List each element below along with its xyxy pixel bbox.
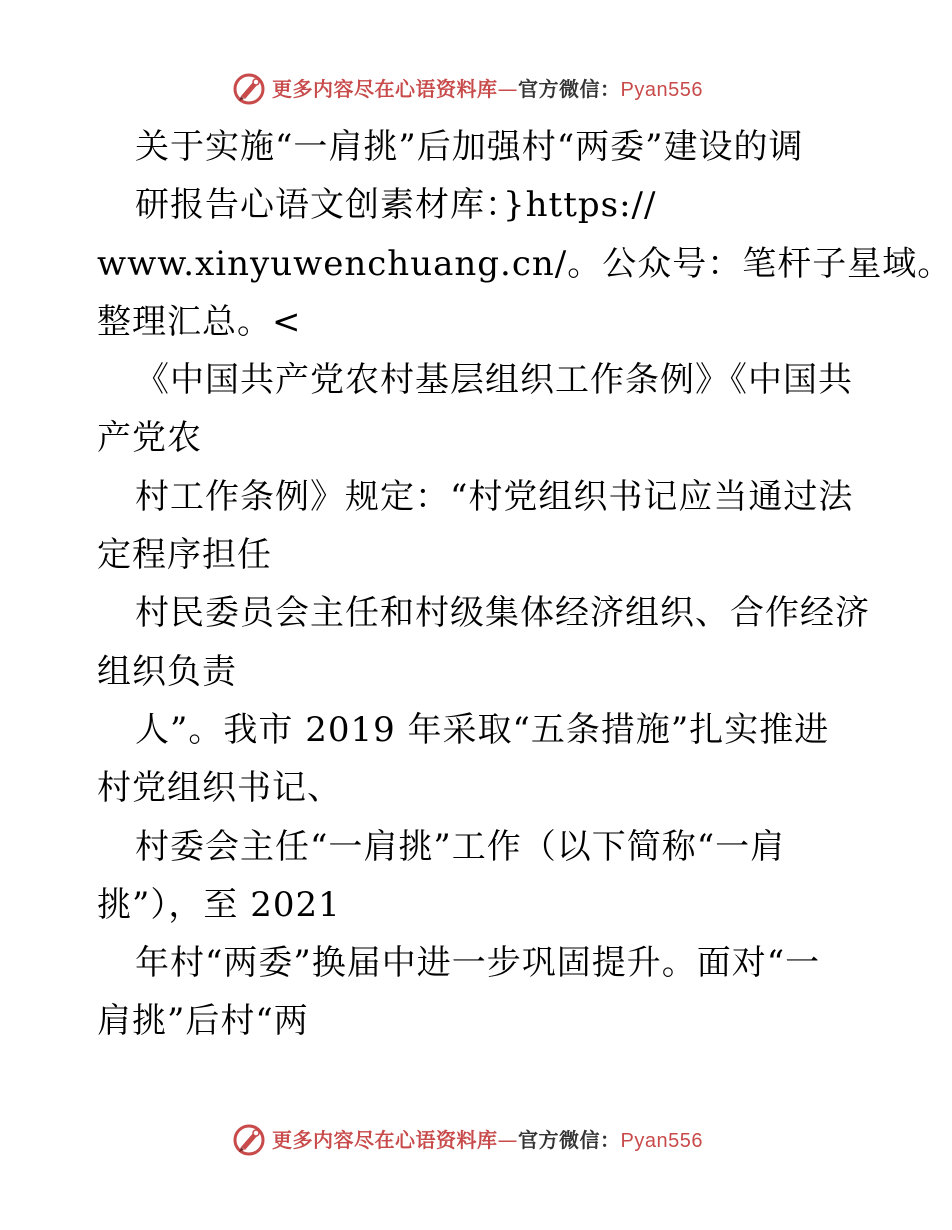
document-body xyxy=(97,122,952,1055)
footer-banner-id: Pyan556 xyxy=(620,1130,703,1152)
body-line: 整理汇总。< xyxy=(97,301,302,342)
body-line: 年村“两委”换届中进一步巩固提升。面对“一 xyxy=(135,943,821,984)
body-line: 村委会主任“一肩挑”工作（以下简称“一肩 xyxy=(135,826,786,867)
body-line: 人”。我市 2019 年采取“五条措施”扎实推进 xyxy=(135,709,830,750)
body-line: 定程序担任 xyxy=(97,535,272,576)
body-line: 挑”），至 2021 xyxy=(97,884,341,925)
body-line: 产党农 xyxy=(97,418,202,459)
footer-banner xyxy=(0,1121,950,1161)
body-line: 村民委员会主任和村级集体经济组织、合作经济 xyxy=(135,593,870,634)
header-banner-text xyxy=(272,75,703,104)
body-line: 村党组织书记、 xyxy=(97,768,342,809)
brush-logo-icon xyxy=(232,72,266,106)
body-line: 组织负责 xyxy=(97,651,237,692)
body-line: 《中国共产党农村基层组织工作条例》《中国共 xyxy=(135,360,853,401)
body-line: 关于实施“一肩挑”后加强村“两委”建设的调 xyxy=(135,127,804,167)
header-banner-id: Pyan556 xyxy=(620,79,703,101)
header-banner-separator: — xyxy=(497,77,518,101)
footer-banner-separator: — xyxy=(497,1128,518,1152)
footer-banner-official: 官方微信： xyxy=(518,1128,621,1152)
body-line: www.xinyuwenchuang.cn/。公众号：笔杆子星域。 xyxy=(97,243,952,284)
header-banner-main: 更多内容尽在心语资料库 xyxy=(272,77,498,101)
body-line: 研报告心语文创素材库：}https:// xyxy=(135,185,657,226)
footer-banner-main: 更多内容尽在心语资料库 xyxy=(272,1128,498,1152)
body-line: 肩挑”后村“两 xyxy=(97,1001,309,1042)
header-banner-official: 官方微信： xyxy=(518,77,621,101)
header-banner xyxy=(0,70,950,110)
body-line: 村工作条例》规定：“村党组织书记应当通过法 xyxy=(135,476,854,517)
brush-logo-icon xyxy=(232,1123,266,1157)
footer-banner-text xyxy=(272,1126,703,1155)
